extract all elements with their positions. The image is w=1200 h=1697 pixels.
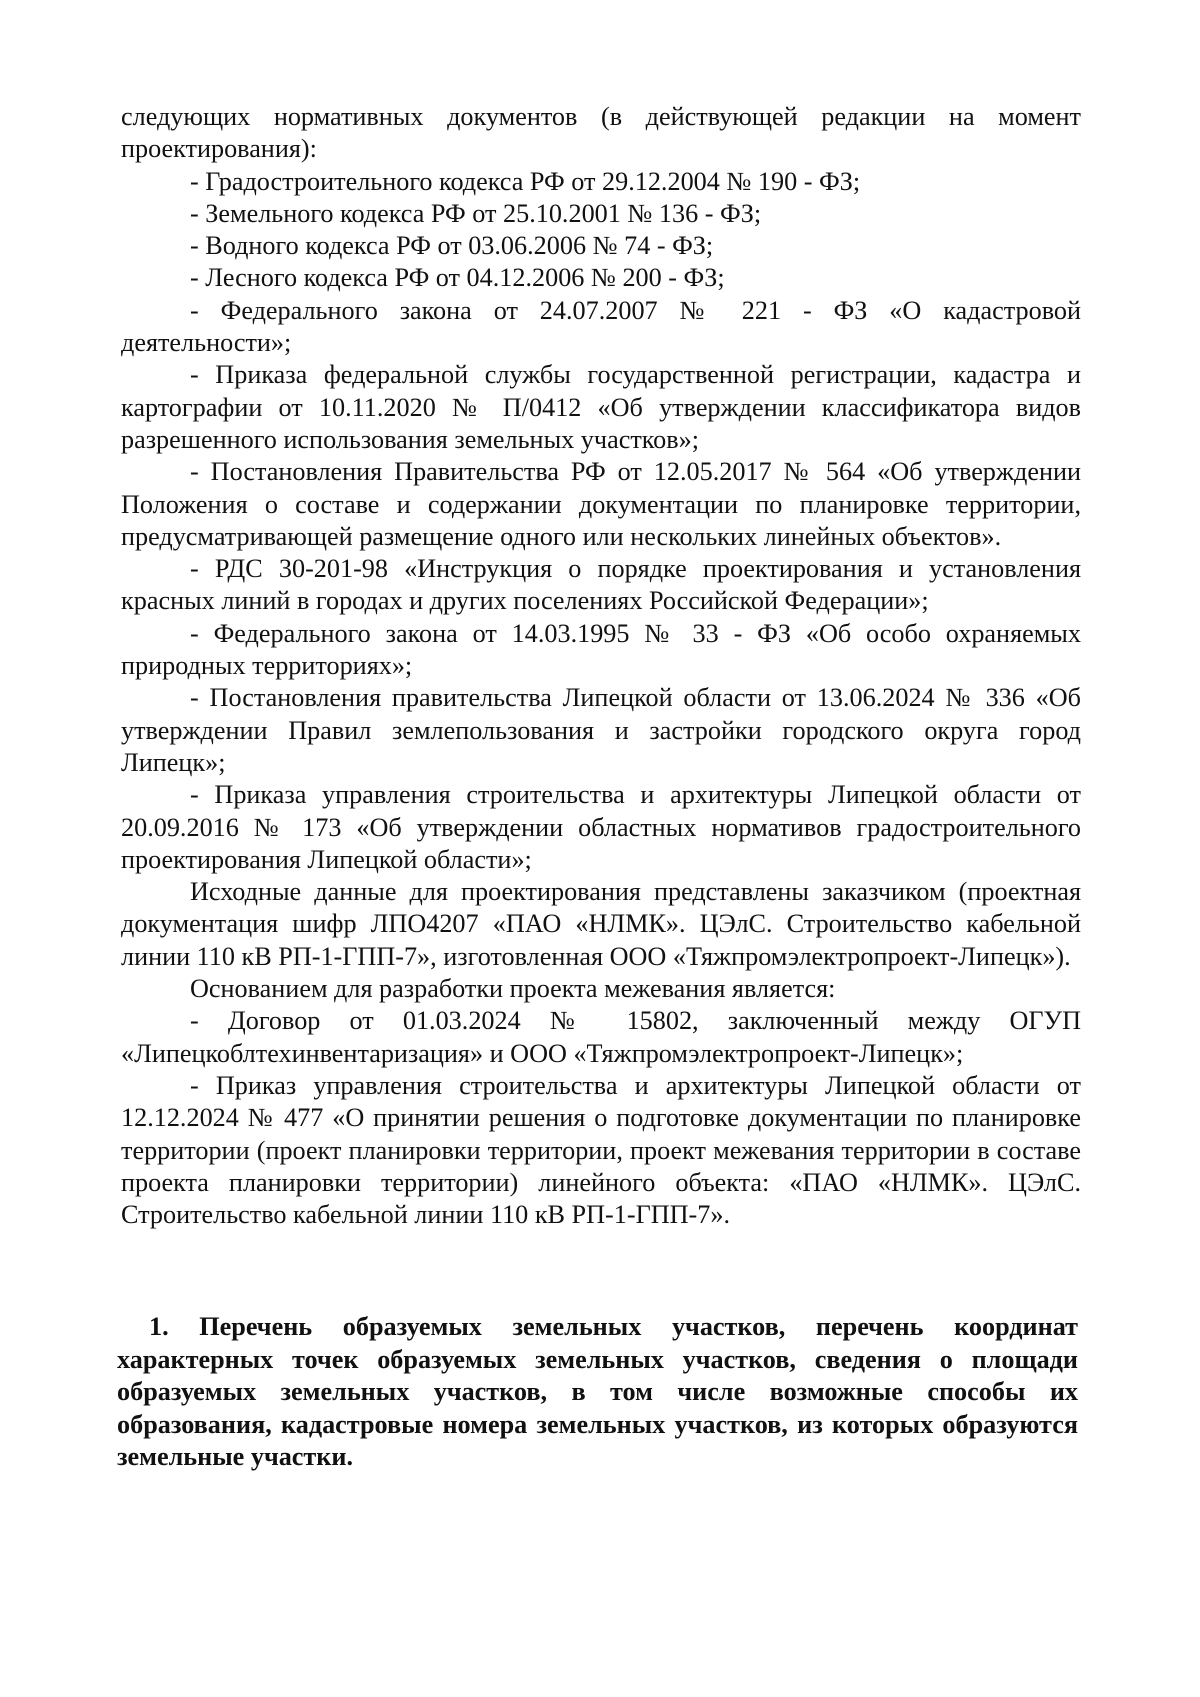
list-item-rds: - РДС 30-201-98 «Инструкция о порядке проектирования и установления красных линий в городах и других поселениях Российской Федерации»; [121,554,1081,616]
intro-paragraph: следующих нормативных документов (в действующей редакции на момент проектирования): [121,102,1081,164]
list-item-urban-planning-code: - Градостроительного кодекса РФ от 29.12.2004 № 190 - ФЗ; [190,166,861,196]
section-heading: 1. Перечень образуемых земельных участков, перечень координат характерных точек образуемых земельных участков, сведения о площади образуемых земельных участков, в том числе возможные способы их образования, кадастровые номера земельных участков, из которых образуются земельные участки. [117,1312,1078,1472]
list-item-government-decree: - Постановления Правительства РФ от 12.05.2017 № 564 «Об утверждении Положения о составе и содержании документации по планировке территории, предусматривающей размещение одного или нескольких линейных объектов». [121,457,1081,551]
list-item-water-code: - Водного кодекса РФ от 03.06.2006 № 74 - ФЗ; [190,231,714,261]
list-item-forest-code: - Лесного кодекса РФ от 04.12.2006 № 200 - ФЗ; [190,263,725,293]
list-item-cadastral-law: - Федерального закона от 24.07.2007 № 221 - ФЗ «О кадастровой деятельности»; [121,295,1081,358]
basis-item-order: - Приказ управления строительства и архитектуры Липецкой области от 12.12.2024 № 477 «О принятии решения о подготовке документации по планировке территории (проект планировки территории, проект межевания территории в составе проекта планировки территории) линейного объекта: «ПАО «НЛМК». ЦЭлС. Строительство кабельной линии 110 кВ РП-1-ГПП-7». [121,1070,1081,1230]
list-item-lipetsk-decree: - Постановления правительства Липецкой области от 13.06.2024 № 336 «Об утверждении Правил землепользования и застройки городского округа город Липецк»; [121,683,1081,777]
list-item-protected-areas-law: - Федерального закона от 14.03.1995 № 33 - ФЗ «Об особо охраняемых природных территориях»; [121,618,1081,681]
list-item-lipetsk-order: - Приказа управления строительства и архитектуры Липецкой области от 20.09.2016 № 173 «Об утверждении областных нормативов градостроительного проектирования Липецкой области»; [121,780,1081,874]
list-item-rosreestr-order: - Приказа федеральной службы государственной регистрации, кадастра и картографии от 10.11.2020 № П/0412 «Об утверждении классификатора видов разрешенного использования земельных участков»; [121,360,1081,454]
basis-item-contract: - Договор от 01.03.2024 № 15802, заключенный между ОГУП «Липецкоблтехинвентаризация» и ООО «Тяжпромэлектропроект-Липецк»; [121,1006,1081,1068]
document-body [121,101,1081,1231]
basis-intro-paragraph: Основанием для разработки проекта межевания является: [190,974,836,1004]
list-item-land-code: - Земельного кодекса РФ от 25.10.2001 № 136 - ФЗ; [190,198,762,228]
source-data-paragraph: Исходные данные для проектирования представлены заказчиком (проектная документация шифр ЛПО4207 «ПАО «НЛМК». ЦЭлС. Строительство кабельной линии 110 кВ РП-1-ГПП-7», изготовленная ООО «Тяжпромэлектропроект-Липецк»). [121,877,1081,971]
